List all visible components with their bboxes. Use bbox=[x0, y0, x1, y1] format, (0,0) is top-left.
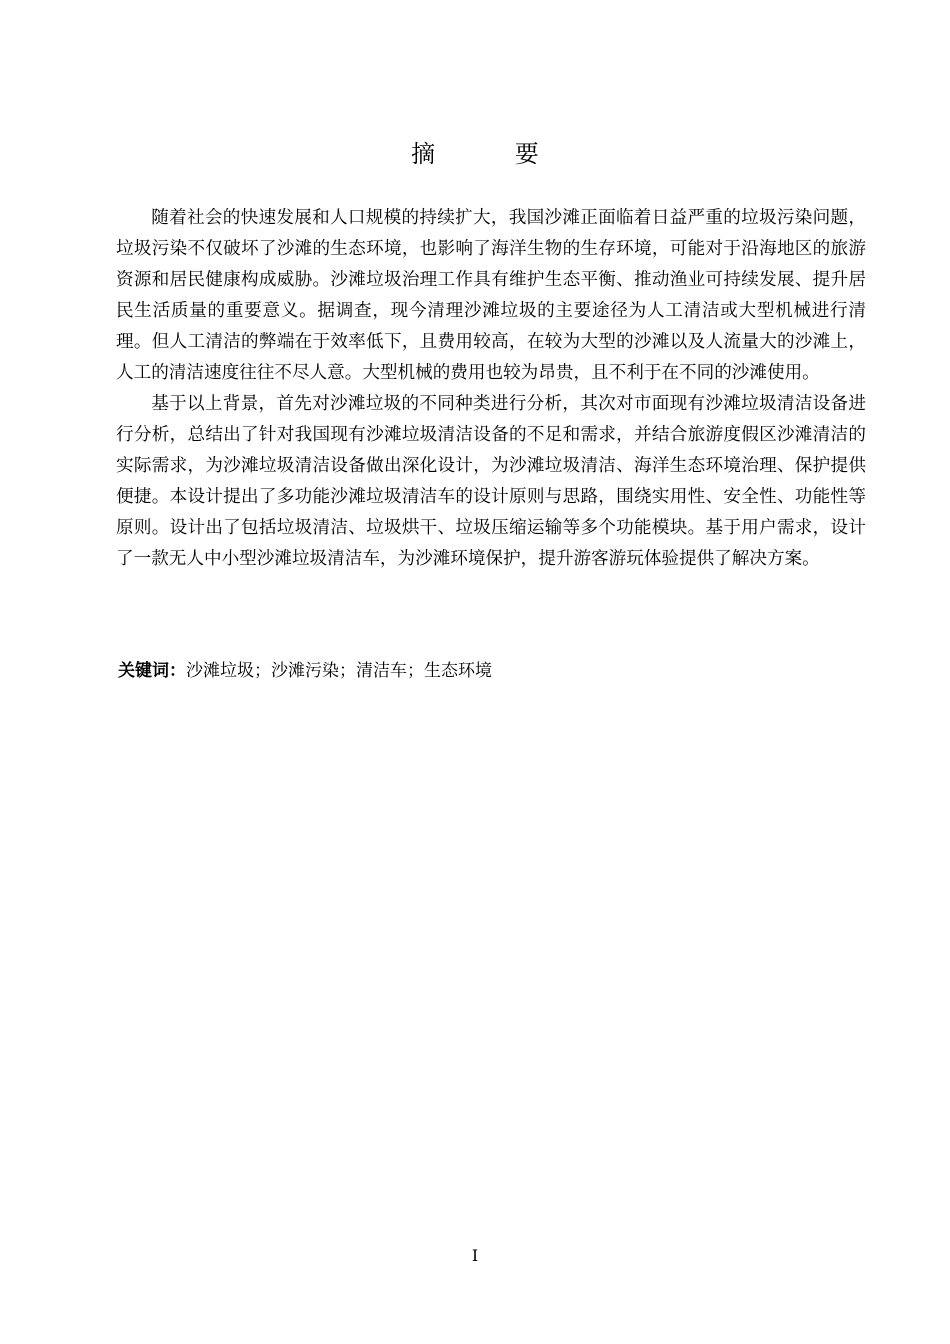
keywords-label: 关键词： bbox=[118, 661, 186, 681]
abstract-body bbox=[116, 203, 866, 575]
page-title: 摘 要 bbox=[411, 140, 575, 168]
abstract-paragraph-1: 随着社会的快速发展和人口规模的持续扩大，我国沙滩正面临着日益严重的垃圾污染问题，垃圾污染不仅破坏了沙滩的生态环境，也影响了海洋生物的生存环境，可能对于沿海地区的旅游资源和居民健康构成威胁。沙滩垃圾治理工作具有维护生态平衡、推动渔业可持续发展、提升居民生活质量的重要意义。据调查，现今清理沙滩垃圾的主要途径为人工清洁或大型机械进行清理。但人工清洁的弊端在于效率低下，且费用较高，在较为大型的沙滩以及人流量大的沙滩上，人工的清洁速度往往不尽人意。大型机械的费用也较为昂贵，且不利于在不同的沙滩使用。 bbox=[116, 208, 866, 383]
abstract-paragraph-2: 基于以上背景，首先对沙滩垃圾的不同种类进行分析，其次对市面现有沙滩垃圾清洁设备进行分析，总结出了针对我国现有沙滩垃圾清洁设备的不足和需求，并结合旅游度假区沙滩清洁的实际需求，为沙滩垃圾清洁设备做出深化设计，为沙滩垃圾清洁、海洋生态环境治理、保护提供便捷。本设计提出了多功能沙滩垃圾清洁车的设计原则与思路，围绕实用性、安全性、功能性等原则。设计出了包括垃圾清洁、垃圾烘干、垃圾压缩运输等多个功能模块。基于用户需求，设计了一款无人中小型沙滩垃圾清洁车，为沙滩环境保护，提升游客游玩体验提供了解决方案。 bbox=[116, 394, 866, 569]
page-number: I bbox=[471, 1246, 479, 1265]
keywords-value: 沙滩垃圾；沙滩污染；清洁车；生态环境 bbox=[186, 661, 492, 681]
keywords-line bbox=[118, 656, 868, 686]
